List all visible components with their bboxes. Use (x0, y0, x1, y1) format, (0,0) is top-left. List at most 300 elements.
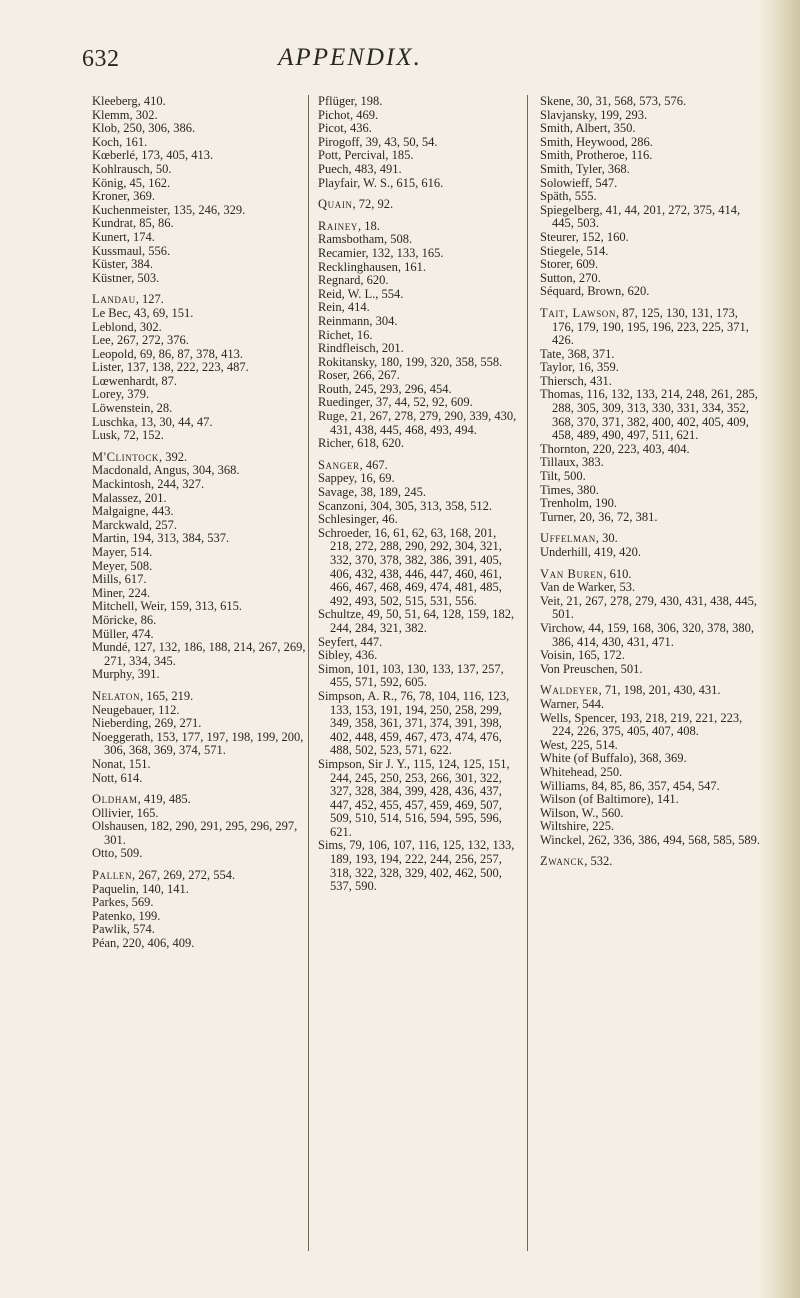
index-entry (540, 375, 762, 389)
index-entry-text: Smith, Heywood, 286. (540, 134, 653, 149)
index-entry-text: , 467. (359, 457, 388, 472)
index-entry-text: Mitchell, Weir, 159, 313, 615. (92, 599, 242, 614)
index-entry-text: Koch, 161. (92, 134, 148, 149)
index-entry (92, 402, 307, 416)
index-entry (318, 649, 518, 663)
index-entry (92, 321, 307, 335)
index-entry-text: Turner, 20, 36, 72, 381. (540, 509, 658, 524)
index-entry-text: Thiersch, 431. (540, 373, 612, 388)
index-entry (540, 307, 762, 348)
index-entry (318, 356, 518, 370)
index-entry-text: Pott, Percival, 185. (318, 148, 414, 163)
index-entry-text: Leblond, 302. (92, 319, 162, 334)
index-entry-text: Wilson, W., 560. (540, 805, 624, 820)
index-entry (540, 149, 762, 163)
index-entry-text: Tate, 368, 371. (540, 346, 615, 361)
index-entry (540, 136, 762, 150)
index-entry-text: Küstner, 503. (92, 270, 160, 285)
index-entry-text: Thomas, 116, 132, 133, 214, 248, 261, 285, 288, 305, 309, 313, 330, 331, 334, 352, 368, 370, 371, 382, 400, 402, 405, 409, 458, 489, 490, 497, 511, 621. (540, 387, 758, 443)
index-entry (540, 568, 762, 582)
index-entry (318, 247, 518, 261)
index-entry (92, 122, 307, 136)
index-entry (92, 532, 307, 546)
index-entry (318, 163, 518, 177)
index-entry-text: , 30. (595, 531, 618, 546)
index-entry-text: Thornton, 220, 223, 403, 404. (540, 441, 690, 456)
index-entry (318, 369, 518, 383)
index-entry-text: , 267, 269, 272, 554. (132, 868, 236, 883)
index-entry (540, 204, 762, 231)
index-entry (92, 109, 307, 123)
index-entry (540, 739, 762, 753)
index-entry (540, 649, 762, 663)
index-entry-text: Stiegele, 514. (540, 243, 609, 258)
index-entry-text: Paquelin, 140, 141. (92, 881, 189, 896)
index-entry-text: , 165, 219. (140, 688, 194, 703)
index-column-3 (540, 95, 762, 869)
index-entry (540, 443, 762, 457)
index-entry (92, 204, 307, 218)
index-entry (92, 587, 307, 601)
index-entry-text: Routh, 245, 293, 296, 454. (318, 381, 452, 396)
index-entry-text: Williams, 84, 85, 86, 357, 454, 547. (540, 778, 720, 793)
index-entry-text: Solowieff, 547. (540, 175, 618, 190)
index-entry-text: Mundé, 127, 132, 186, 188, 214, 267, 269, 271, 334, 345. (92, 640, 306, 668)
index-entry-text: Pichot, 469. (318, 107, 379, 122)
index-entry (92, 451, 307, 465)
index-entry (540, 122, 762, 136)
index-entry (540, 109, 762, 123)
index-entry-text: , 419, 485. (137, 792, 191, 807)
index-entry (318, 149, 518, 163)
index-entry-text: Kunert, 174. (92, 229, 155, 244)
index-entry-text: Klemm, 302. (92, 107, 158, 122)
index-entry-text: White (of Buffalo), 368, 369. (540, 751, 687, 766)
index-entry-lead: Uffelman (540, 531, 596, 546)
index-entry-text: Schlesinger, 46. (318, 512, 398, 527)
index-entry (540, 285, 762, 299)
index-entry-text: Steurer, 152, 160. (540, 229, 629, 244)
index-entry-text: Sibley, 436. (318, 648, 378, 663)
index-entry (318, 437, 518, 451)
index-entry-text: Rein, 414. (318, 300, 370, 315)
index-entry-text: Sims, 79, 106, 107, 116, 125, 132, 133, 189, 193, 194, 222, 244, 256, 257, 318, 322, 328, 329, 402, 462, 500, 537, 590. (318, 838, 515, 894)
index-entry-text: Lee, 267, 272, 376. (92, 333, 189, 348)
index-entry (540, 511, 762, 525)
index-entry (540, 190, 762, 204)
index-entry (318, 472, 518, 486)
index-entry-text: König, 45, 162. (92, 175, 171, 190)
index-entry-text: Leopold, 69, 86, 87, 378, 413. (92, 346, 244, 361)
index-entry-text: Puech, 483, 491. (318, 161, 402, 176)
index-entry (318, 410, 518, 437)
index-entry-text: Ollivier, 165. (92, 805, 159, 820)
index-entry (540, 855, 762, 869)
index-entry-text: , 532. (584, 854, 613, 869)
index-entry (92, 772, 307, 786)
index-entry (92, 560, 307, 574)
index-entry-text: Wiltshire, 225. (540, 819, 615, 834)
index-entry-lead: Zwanck (540, 854, 585, 869)
index-entry-text: Luschka, 13, 30, 44, 47. (92, 414, 213, 429)
index-entry (92, 429, 307, 443)
index-entry-text: Patenko, 199. (92, 908, 161, 923)
index-entry-text: Van de Warker, 53. (540, 580, 636, 595)
index-entry (318, 329, 518, 343)
index-entry-lead: Van Buren (540, 566, 604, 581)
index-entry (92, 519, 307, 533)
index-entry (318, 839, 518, 893)
index-entry (92, 937, 307, 951)
index-entry-text: , 127. (135, 292, 164, 307)
index-entry (540, 470, 762, 484)
index-entry-lead: Oldham (92, 792, 138, 807)
index-entry-lead: Tait, Lawson (540, 305, 616, 320)
index-entry (92, 348, 307, 362)
index-entry (318, 608, 518, 635)
index-entry-text: Virchow, 44, 159, 168, 306, 320, 378, 380, 386, 414, 430, 431, 471. (540, 620, 755, 649)
index-entry (92, 847, 307, 861)
index-entry (540, 272, 762, 286)
index-entry (318, 136, 518, 150)
index-entry-text: , 72, 92. (352, 197, 394, 212)
index-entry-text: Simpson, A. R., 76, 78, 104, 116, 123, 133, 153, 191, 194, 250, 258, 299, 349, 358, 361, 371, 374, 391, 398, 402, 448, 459, 467, 473, 474, 476, 488, 502, 523, 571, 622. (318, 688, 510, 758)
index-entry (540, 177, 762, 191)
index-entry (92, 869, 307, 883)
index-entry-text: Recklinghausen, 161. (318, 259, 426, 274)
index-entry-text: Séquard, Brown, 620. (540, 284, 650, 299)
index-entry-text: West, 225, 514. (540, 737, 618, 752)
index-entry (318, 396, 518, 410)
index-entry-text: Küster, 384. (92, 257, 153, 272)
index-entry-text: Nott, 614. (92, 770, 143, 785)
index-entry-text: Tillaux, 383. (540, 455, 604, 470)
index-entry (92, 600, 307, 614)
index-entry (318, 690, 518, 758)
index-entry-text: Reinmann, 304. (318, 313, 398, 328)
index-entry-text: Ramsbotham, 508. (318, 232, 413, 247)
index-entry-text: Richer, 618, 620. (318, 436, 404, 451)
index-entry (92, 910, 307, 924)
index-entry-text: Miner, 224. (92, 585, 151, 600)
index-entry (540, 95, 762, 109)
index-entry (318, 233, 518, 247)
index-entry (92, 95, 307, 109)
index-entry-text: Scanzoni, 304, 305, 313, 358, 512. (318, 498, 492, 513)
index-entry-text: Whitehead, 250. (540, 764, 623, 779)
index-column-2 (318, 95, 518, 894)
index-column-1 (92, 95, 307, 951)
index-entry-text: Regnard, 620. (318, 273, 389, 288)
index-entry-text: Kœberlé, 173, 405, 413. (92, 148, 214, 163)
index-entry (92, 505, 307, 519)
index-entry (318, 261, 518, 275)
index-entry (92, 190, 307, 204)
index-entry-text: Kuchenmeister, 135, 246, 329. (92, 202, 246, 217)
index-entry-text: Murphy, 391. (92, 667, 160, 682)
index-entry-text: Wells, Spencer, 193, 218, 219, 221, 223, 224, 226, 375, 405, 407, 408. (540, 710, 743, 739)
index-entry (318, 486, 518, 500)
index-entry (92, 758, 307, 772)
index-entry-text: Nieberding, 269, 271. (92, 716, 202, 731)
index-entry-text: Richet, 16. (318, 327, 373, 342)
index-entry-text: Playfair, W. S., 615, 616. (318, 175, 444, 190)
index-entry-text: Kundrat, 85, 86. (92, 216, 174, 231)
index-entry (92, 820, 307, 847)
index-entry (92, 896, 307, 910)
index-entry-text: Ruge, 21, 267, 278, 279, 290, 339, 430, 431, 438, 445, 468, 493, 494. (318, 409, 517, 437)
index-entry-text: Rokitansky, 180, 199, 320, 358, 558. (318, 354, 503, 369)
index-entry-text: Olshausen, 182, 290, 291, 295, 296, 297, 301. (92, 819, 298, 847)
index-entry-text: Roser, 266, 267. (318, 368, 400, 383)
index-entry-text: Von Preuschen, 501. (540, 661, 643, 676)
index-entry-text: Times, 380. (540, 482, 599, 497)
index-entry-text: Otto, 509. (92, 846, 143, 861)
index-entry (540, 595, 762, 622)
index-entry-text: Smith, Tyler, 368. (540, 161, 630, 176)
index-entry-lead: Quain (318, 197, 353, 212)
index-entry (318, 220, 518, 234)
running-head: APPENDIX. (278, 44, 422, 71)
index-entry-text: , 71, 198, 201, 430, 431. (598, 683, 721, 698)
index-entry (318, 198, 518, 212)
index-entry (540, 497, 762, 511)
index-entry (92, 375, 307, 389)
index-entry (318, 109, 518, 123)
index-entry-lead: Waldeyer (540, 683, 599, 698)
index-entry-text: Löwenstein, 28. (92, 401, 173, 416)
index-entry-text: Mayer, 514. (92, 545, 153, 559)
index-entry (318, 383, 518, 397)
index-entry (540, 780, 762, 794)
index-entry-text: Savage, 38, 189, 245. (318, 485, 426, 500)
index-entry-lead: Pallen (92, 868, 133, 883)
index-entry (92, 546, 307, 560)
index-entry-text: Péan, 220, 406, 409. (92, 936, 195, 951)
index-entry-text: , 610. (603, 566, 632, 581)
index-entry-text: Smith, Protheroe, 116. (540, 148, 653, 163)
index-entry (92, 690, 307, 704)
index-entry (318, 527, 518, 609)
index-entry (92, 731, 307, 758)
index-entry (318, 315, 518, 329)
index-entry-lead: Rainey (318, 218, 358, 233)
index-entry-text: Smith, Albert, 350. (540, 121, 636, 136)
index-entry-text: , 18. (357, 218, 380, 233)
index-entry-text: Underhill, 419, 420. (540, 545, 642, 559)
index-entry (92, 492, 307, 506)
index-entry (92, 293, 307, 307)
index-entry (540, 258, 762, 272)
index-entry (540, 361, 762, 375)
index-entry-text: Pirogoff, 39, 43, 50, 54. (318, 134, 438, 149)
index-entry-text: Rindfleisch, 201. (318, 341, 404, 356)
index-entry (318, 301, 518, 315)
index-entry-lead: M'Clintock (92, 449, 160, 464)
index-entry-text: Nonat, 151. (92, 756, 151, 771)
index-entry-text: Ruedinger, 37, 44, 52, 92, 609. (318, 395, 473, 410)
index-entry (92, 334, 307, 348)
index-entry-text: Pflüger, 198. (318, 94, 383, 108)
index-entry (540, 663, 762, 677)
index-entry (540, 752, 762, 766)
index-entry (540, 245, 762, 259)
index-entry (318, 758, 518, 840)
index-entry (540, 546, 762, 560)
index-entry-text: Parkes, 569. (92, 895, 154, 910)
index-entry-text: Schultze, 49, 50, 51, 64, 128, 159, 182, 244, 284, 321, 382. (318, 607, 515, 635)
index-entry (540, 581, 762, 595)
index-entry (92, 793, 307, 807)
index-entry-lead: Landau (92, 292, 136, 307)
index-entry (540, 622, 762, 649)
index-entry-text: Späth, 555. (540, 189, 597, 204)
index-entry-text: Wilson (of Baltimore), 141. (540, 792, 679, 807)
index-entry (92, 149, 307, 163)
index-entry (92, 807, 307, 821)
index-entry (540, 456, 762, 470)
index-entry-text: Malgaigne, 443. (92, 504, 174, 519)
index-entry (92, 136, 307, 150)
page-edge-shadow (758, 0, 800, 1298)
index-entry (540, 484, 762, 498)
index-entry-text: Seyfert, 447. (318, 634, 383, 649)
index-entry-text: Lœwenhardt, 87. (92, 373, 178, 388)
index-entry (318, 500, 518, 514)
page-header (0, 44, 800, 84)
index-entry (92, 717, 307, 731)
index-entry (540, 766, 762, 780)
index-entry-text: Pawlik, 574. (92, 922, 155, 937)
index-entry-text: Simpson, Sir J. Y., 115, 124, 125, 151, 244, 245, 250, 253, 266, 301, 322, 327, 328, 384, 399, 428, 436, 437, 447, 452, 455, 457, 459, 469, 507, 509, 510, 514, 516, 594, 595, 596, 621. (318, 756, 510, 839)
index-entry-text: Neugebauer, 112. (92, 702, 180, 717)
index-entry-text: Noeggerath, 153, 177, 197, 198, 199, 200, 306, 368, 369, 374, 571. (92, 729, 304, 758)
index-entry-text: Mackintosh, 244, 327. (92, 477, 205, 492)
index-entry-text: Kleeberg, 410. (92, 94, 166, 108)
index-entry-text: Taylor, 16, 359. (540, 360, 619, 375)
index-entry (540, 231, 762, 245)
index-entry-text: Warner, 544. (540, 696, 605, 711)
index-entry-text: Lorey, 379. (92, 387, 150, 402)
index-entry (92, 628, 307, 642)
index-entry-text: Malassez, 201. (92, 490, 167, 505)
index-entry-text: Picot, 436. (318, 121, 372, 136)
index-entry (92, 217, 307, 231)
index-entry-text: Kroner, 369. (92, 189, 156, 204)
index-entry-text: , 87, 125, 130, 131, 173, 176, 179, 190, 195, 196, 223, 225, 371, 426. (552, 305, 749, 348)
index-entry (92, 704, 307, 718)
index-entry-text: , 392. (159, 449, 188, 464)
index-entry (318, 274, 518, 288)
index-entry (92, 464, 307, 478)
index-entry-lead: Sanger (318, 457, 360, 472)
index-entry-text: Voisin, 165, 172. (540, 648, 625, 663)
index-entry (540, 793, 762, 807)
page-number: 632 (82, 46, 120, 72)
index-entry-text: Recamier, 132, 133, 165. (318, 245, 444, 260)
index-entry (92, 573, 307, 587)
index-entry (540, 532, 762, 546)
index-entry (318, 177, 518, 191)
index-entry (540, 348, 762, 362)
index-entry (540, 834, 762, 848)
index-entry (318, 122, 518, 136)
index-entry-text: Macdonald, Angus, 304, 368. (92, 463, 240, 478)
index-entry (540, 684, 762, 698)
index-entry (318, 288, 518, 302)
column-divider (308, 95, 309, 1251)
index-entry-text: Kohlrausch, 50. (92, 161, 172, 176)
index-entry (92, 258, 307, 272)
index-entry-text: Lister, 137, 138, 222, 223, 487. (92, 360, 249, 375)
index-entry-text: Slavjansky, 199, 293. (540, 107, 648, 122)
index-entry (92, 641, 307, 668)
index-entry (318, 636, 518, 650)
index-entry-text: Müller, 474. (92, 626, 154, 641)
index-entry (318, 663, 518, 690)
index-entry (92, 177, 307, 191)
index-entry (92, 883, 307, 897)
index-entry-text: Reid, W. L., 554. (318, 286, 404, 301)
index-entry (540, 698, 762, 712)
index-entry (92, 923, 307, 937)
index-entry (318, 342, 518, 356)
index-entry-text: Kussmaul, 556. (92, 243, 171, 258)
index-entry-text: Winckel, 262, 336, 386, 494, 568, 585, 589. (540, 832, 760, 847)
index-entry-text: Spiegelberg, 41, 44, 201, 272, 375, 414, 445, 503. (540, 202, 741, 231)
index-entry (540, 712, 762, 739)
index-entry-text: Mills, 617. (92, 572, 147, 587)
index-entry (92, 163, 307, 177)
index-entry (540, 388, 762, 442)
index-entry (92, 272, 307, 286)
index-entry (92, 361, 307, 375)
index-entry (92, 245, 307, 259)
index-entry-text: Veit, 21, 267, 278, 279, 430, 431, 438, 445, 501. (540, 593, 758, 622)
index-entry-text: Skene, 30, 31, 568, 573, 576. (540, 94, 687, 108)
index-entry-text: Storer, 609. (540, 257, 599, 272)
index-entry-text: Tilt, 500. (540, 469, 586, 484)
index-entry-text: Sappey, 16, 69. (318, 471, 395, 486)
index-entry (92, 668, 307, 682)
index-entry-lead: Nelaton (92, 688, 141, 703)
index-entry (92, 614, 307, 628)
index-entry-text: Meyer, 508. (92, 558, 153, 573)
index-entry (540, 807, 762, 821)
index-entry-text: Klob, 250, 306, 386. (92, 121, 196, 136)
index-entry (318, 513, 518, 527)
column-divider (527, 95, 528, 1251)
index-entry (540, 163, 762, 177)
index-entry (318, 95, 518, 109)
index-entry (318, 459, 518, 473)
index-entry (92, 307, 307, 321)
index-entry-text: Trenholm, 190. (540, 496, 617, 511)
index-entry (92, 231, 307, 245)
index-entry (540, 820, 762, 834)
index-entry (92, 478, 307, 492)
index-entry-text: Martin, 194, 313, 384, 537. (92, 531, 230, 546)
index-entry-text: Lusk, 72, 152. (92, 428, 164, 443)
index-entry-text: Simon, 101, 103, 130, 133, 137, 257, 455, 571, 592, 605. (318, 661, 504, 690)
index-entry-text: Möricke, 86. (92, 612, 157, 627)
index-entry-text: Schroeder, 16, 61, 62, 63, 168, 201, 218, 272, 288, 290, 292, 304, 321, 332, 370, 378, 382, 386, 391, 405, 406, 432, 438, 446, 447, 460, 461, 466, 467, 468, 469, 474, 481, 485, 492, 493, 502, 515, 531, 556. (318, 525, 502, 608)
index-entry-text: Marckwald, 257. (92, 517, 178, 532)
index-entry-text: Le Bec, 43, 69, 151. (92, 305, 194, 320)
index-entry (92, 388, 307, 402)
index-entry-text: Sutton, 270. (540, 270, 601, 285)
index-entry (92, 416, 307, 430)
